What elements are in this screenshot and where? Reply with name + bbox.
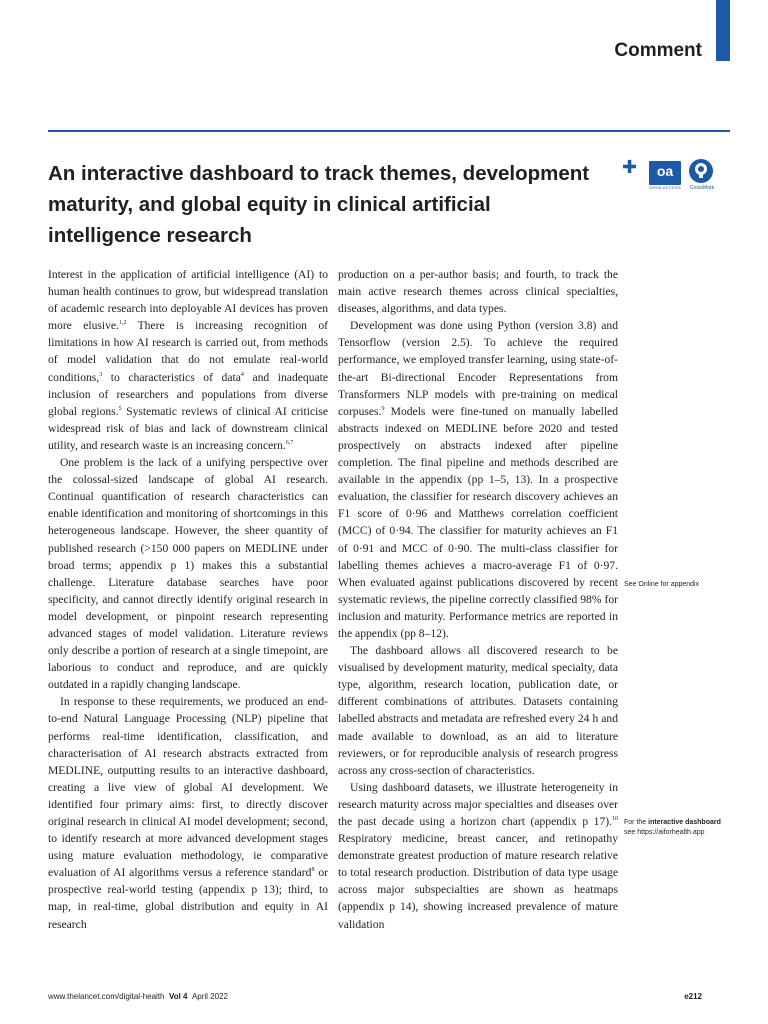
sidenote-appendix[interactable]: See Online for appendix: [624, 581, 700, 588]
add-to-list-icon[interactable]: ✚: [622, 157, 638, 177]
page-number: e212: [684, 992, 702, 1001]
paragraph: production on a per-author basis; and fourth, to track the main active research themes across clinical specialties, diseases, algorithms, and data types.: [338, 268, 618, 316]
footer-date: April 2022: [191, 992, 228, 1001]
paragraph: Using dashboard datasets, we illustrate heterogeneity in research maturity across major specialties and diseases over the past decade using a horizon chart (appendix p 17).$^{10}$ Respiratory medicine, breast cancer, and retinopathy demonstrate greatest production of mature research relative to total research production. Distribution of data type usage across major subspecialties are shown as heatmaps (appendix p 14), showing increased prevalence of mature validation: [338, 780, 618, 931]
open-access-icon[interactable]: oa: [649, 161, 681, 185]
header-rule: [48, 130, 730, 132]
paragraph: One problem is the lack of a unifying perspective over the colossal-sized landscape of global AI research. Continual quantification of research characteristics can enable identification and monitoring of shortcomings in this heterogeneous landscape. However, the sheer quantity of published research (>150 000 papers on MEDLINE under broad terms; appendix p 1) makes this a substantial challenge. Literature database searches have poor specificity, and cannot directly identify original research in model development, or pinpoint research representing advanced stages of model validation. Literature reviews only describe a portion of research at a single timepoint, are laborious to conduct and reproduce, and are quickly outdated in a rapidly changing landscape.: [48, 456, 328, 692]
accent-bar: [716, 0, 730, 61]
footer-volume: Vol 4: [168, 992, 188, 1001]
crossmark-label: CrossMark: [689, 185, 715, 191]
footer-citation: [48, 992, 228, 1001]
body-column-right: [338, 266, 618, 933]
paragraph: In response to these requirements, we produced an end-to-end Natural Language Processing (NLP) pipeline that performs real-time identification, classification, and characterisation of AI research abstracts extracted from MEDLINE, outputting results to an interactive dashboard, creating a live view of global AI development. We identified four primary aims: first, to directly discover original research in clinical AI model development; second, to identify research at more advanced development stages using mature evaluation methodology, ie comparative evaluation of AI algorithms versus a reference standard$^8$ or prospective real-world testing (appendix p 13); third, to map, in real-time, global distribution and equity in AI research: [48, 695, 328, 931]
crossmark-icon[interactable]: [688, 158, 714, 184]
paragraph: Interest in the application of artificial intelligence (AI) to human health continues to grow, but widespread translation of academic research into deployable AI devices has proven more elusive.$^{1,2}$ There is increasing recognition of limitations in how AI research is carried out, from methods of model validation that do not emulate real-world conditions,$^3$ to characteristics of data$^4$ and inadequate inclusion of researchers and populations from diverse global regions.$^5$ Systematic reviews of clinical AI criticise widespread risk of bias and lack of downstream clinical utility, and research waste is an increasing concern.$^{6,7}$: [48, 268, 329, 452]
paragraph: Development was done using Python (version 3.8) and Tensorflow (version 2.5). To achieve the required performance, we employed transfer learning, using state-of-the-art Bi-directional Encoder Representations from Transformers NLP models with pre-training on medical corpuses.$^9$ Models were fine-tuned on manually labelled abstracts indexed on MEDLINE before 2020 and tested prospectively on abstracts indexed after pipeline completion. The final pipeline and methods described are available in the appendix (pp 1–5, 13). In a prospective evaluation, the classifier for research discovery achieves an F1 score of 0·96 and Matthews correlation coefficient (MCC) of 0·94. The classifier for maturity achieves an F1 of 0·91 and MCC of 0·90. The multi-class classifier for labelling themes achieves a macro-average F1 of 0·97. When evaluated against publications discovered by recent systematic reviews, the pipeline correctly classified 98% for inclusion and maturity. Performance metrics are reported in the appendix (pp 8–12).: [338, 319, 618, 640]
open-access-label: OPEN ACCESS: [649, 185, 681, 190]
footer-url[interactable]: www.thelancet.com/digital-health: [48, 992, 165, 1001]
article-title: An interactive dashboard to track themes, development maturity, and global equity in clinical artificial intelligence research: [48, 162, 590, 247]
badge-group: [622, 158, 722, 192]
paragraph: The dashboard allows all discovered research to be visualised by development maturity, medical specialty, data type, algorithm, research location, publication date, or different combinations of attributes. Datasets containing labelled abstracts and metadata are refreshed every 24 h and made available to download, as an aid to literature reviewers, or for reproducible analysis of research progress across any cross-section of characteristics.: [338, 644, 618, 777]
sidenote-dashboard[interactable]: For the interactive dashboard see https://aiforhealth.app: [624, 819, 721, 836]
body-column-left: [48, 266, 328, 933]
section-label: Comment: [614, 40, 702, 61]
